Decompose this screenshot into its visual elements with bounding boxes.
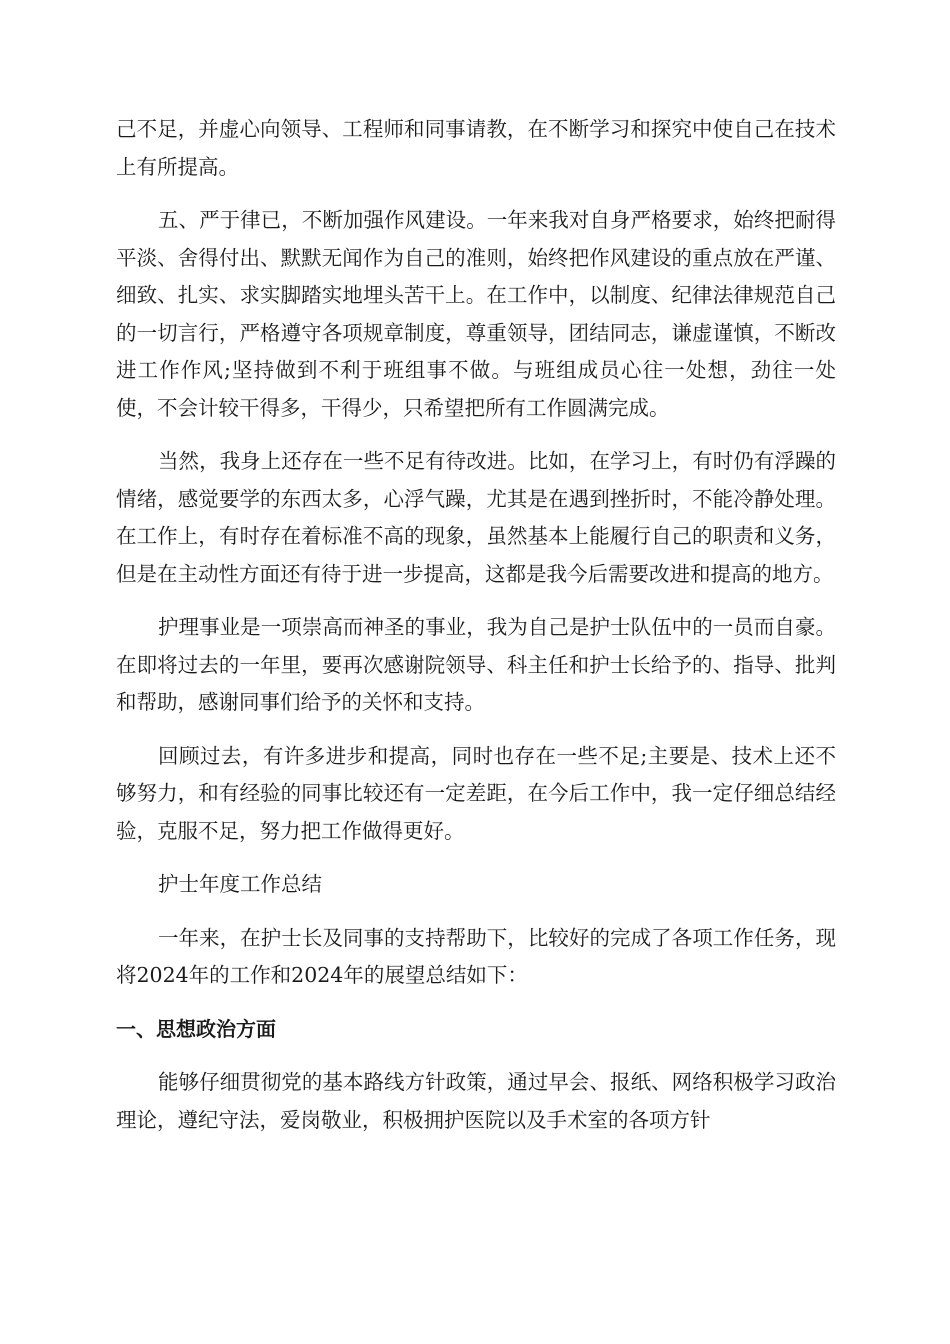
paragraph-political: 能够仔细贯彻党的基本路线方针政策，通过早会、报纸、网络积极学习政治理论，遵纪守法，爱岗敬业，积极拥护医院以及手术室的各项方针 — [116, 1070, 836, 1132]
paragraph-review: 回顾过去，有许多进步和提高，同时也存在一些不足;主要是、技术上还不够努力，和有经验的同事比较还有一定差距，在今后工作中，我一定仔细总结经验，克服不足，努力把工作做得更好。 — [116, 743, 836, 843]
section-heading: 一、思想政治方面 — [116, 1016, 276, 1041]
paragraph-continuation: 己不足，并虚心向领导、工程师和同事请教，在不断学习和探究中使自己在技术上有所提高。 — [116, 117, 836, 179]
paragraph-nursing-career: 护理事业是一项崇高而神圣的事业，我为自己是护士队伍中的一员而自豪。在即将过去的一年里，要再次感谢院领导、科主任和护士长给予的、指导、批判和帮助，感谢同事们给予的关怀和支持。 — [116, 615, 836, 714]
paragraph-intro: 一年来，在护士长及同事的支持帮助下，比较好的完成了各项工作任务，现将2024年的工作和2024年的展望总结如下： — [116, 925, 836, 987]
paragraph-shortcomings: 当然，我身上还存在一些不足有待改进。比如，在学习上，有时仍有浮躁的情绪，感觉要学的东西太多，心浮气躁，尤其是在遇到挫折时，不能冷静处理。在工作上，有时存在着标准不高的现象，虽然基本上能履行自己的职责和义务，但是在主动性方面还有待于进一步提高，这都是我今后需要改进和提高的地方。 — [116, 449, 836, 586]
document-page — [116, 111, 836, 1155]
paragraph-self-discipline: 五、严于律已，不断加强作风建设。一年来我对自身严格要求，始终把耐得平淡、舍得付出、默默无闻作为自己的准则，始终把作风建设的重点放在严谨、细致、扎实、求实脚踏实地埋头苦干上。在工作中，以制度、纪律法律规范自己的一切言行，严格遵守各项规章制度，尊重领导，团结同志，谦虚谨慎，不断改进工作作风;坚持做到不利于班组事不做。与班组成员心往一处想，劲往一处使，不会计较干得多，干得少，只希望把所有工作圆满完成。 — [116, 208, 836, 420]
document-subtitle: 护士年度工作总结 — [158, 872, 322, 896]
